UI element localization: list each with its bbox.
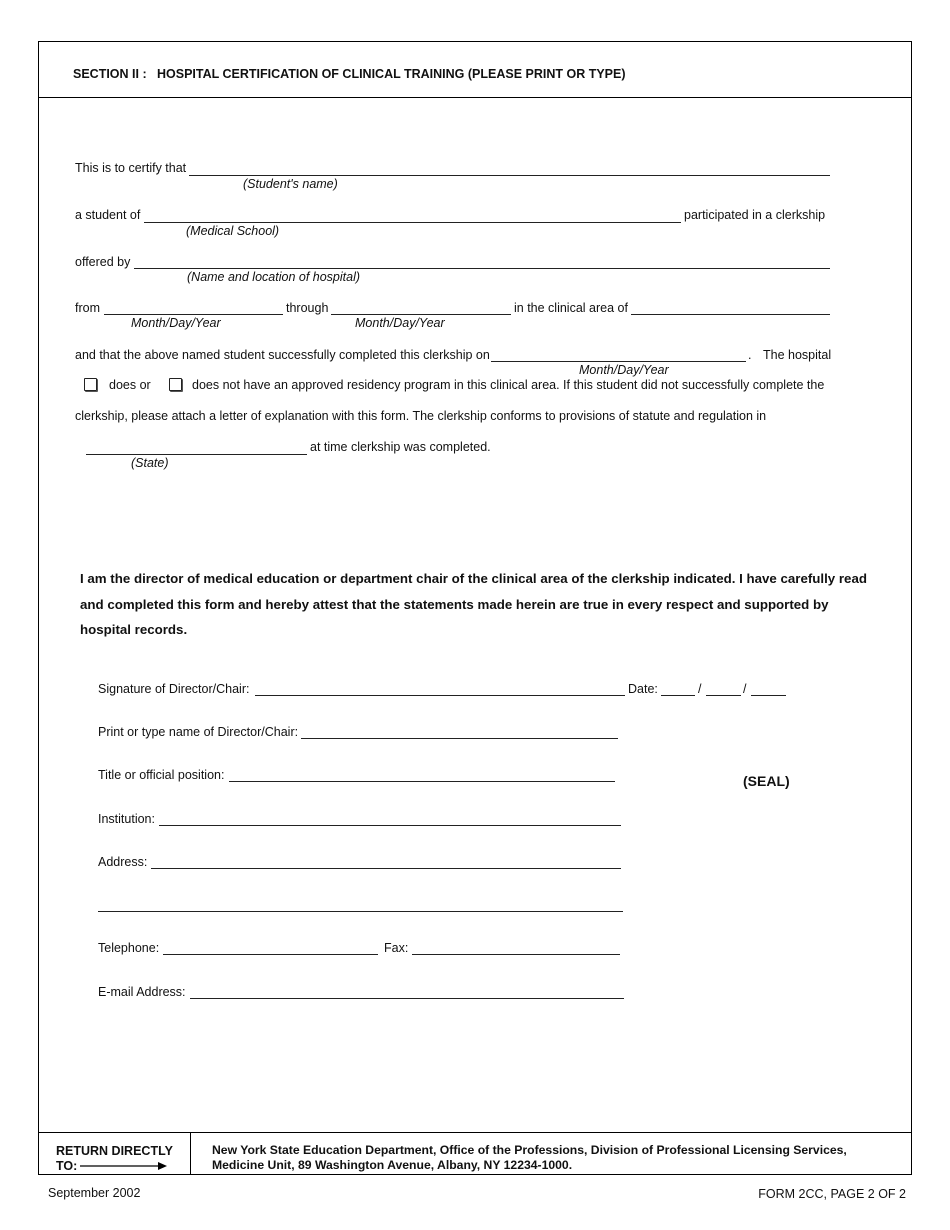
signature-label: Signature of Director/Chair:: [98, 682, 250, 696]
does-checkbox[interactable]: [84, 378, 97, 391]
does-or-text: does or: [109, 378, 151, 392]
student-of-text: a student of: [75, 208, 141, 222]
from-date-caption: Month/Day/Year: [131, 316, 221, 330]
telephone-label: Telephone:: [98, 941, 160, 955]
through-date-caption: Month/Day/Year: [355, 316, 445, 330]
student-name-caption: (Student's name): [243, 177, 338, 191]
right-arrow-icon: [80, 1161, 168, 1171]
return-to-label: TO:: [56, 1159, 78, 1173]
through-text: through: [286, 301, 329, 315]
title-field[interactable]: [229, 781, 615, 782]
date-day-field[interactable]: [706, 695, 741, 696]
footer-divider: [38, 1132, 912, 1133]
form-id: FORM 2CC, PAGE 2 OF 2: [758, 1187, 906, 1201]
seal-label: (SEAL): [743, 773, 790, 789]
does-not-checkbox[interactable]: [169, 378, 182, 391]
does-not-text: does not have an approved residency program in this clinical area. If this student did not successfully complete the: [192, 378, 825, 392]
email-label: E-mail Address:: [98, 985, 186, 999]
address-label: Address:: [98, 855, 148, 869]
clinical-area-text: in the clinical area of: [514, 301, 628, 315]
the-hospital-text: The hospital: [763, 348, 832, 362]
student-name-field[interactable]: [189, 175, 830, 176]
time-completed-text: at time clerkship was completed.: [310, 440, 491, 454]
attestation-statement: I am the director of medical education or department chair of the clinical area of the clerkship indicated. I have carefully read and completed this form and hereby attest that the statements made herein are true in every respect and supported by hospital records.: [80, 571, 867, 637]
header-divider: [38, 97, 912, 98]
print-name-field[interactable]: [301, 738, 618, 739]
fax-label: Fax:: [384, 941, 409, 955]
state-field[interactable]: [86, 454, 307, 455]
date-label: Date:: [628, 682, 658, 696]
section-label: SECTION II :: [73, 67, 147, 81]
letter-text: clerkship, please attach a letter of explanation with this form. The clerkship conforms to provisions of statute and regulation in: [75, 409, 767, 423]
certify-text: This is to certify that: [75, 161, 187, 175]
period: .: [748, 348, 752, 362]
print-name-label: Print or type name of Director/Chair:: [98, 725, 299, 739]
completion-date-field[interactable]: [491, 361, 746, 362]
title-label: Title or official position:: [98, 768, 225, 782]
hospital-caption: (Name and location of hospital): [187, 270, 361, 284]
offered-by-text: offered by: [75, 255, 131, 269]
section-title: HOSPITAL CERTIFICATION OF CLINICAL TRAINING (PLEASE PRINT OR TYPE): [157, 67, 626, 81]
date-month-field[interactable]: [661, 695, 695, 696]
from-date-field[interactable]: [104, 314, 283, 315]
date-separator-1: /: [698, 682, 702, 696]
return-address-line2: Medicine Unit, 89 Washington Avenue, Albany, NY 12234-1000.: [212, 1158, 573, 1172]
return-address-line1: New York State Education Department, Office of the Professions, Division of Professional Licensing Services,: [212, 1143, 847, 1157]
medical-school-caption: (Medical School): [186, 224, 280, 238]
from-text: from: [75, 301, 100, 315]
signature-field[interactable]: [255, 695, 625, 696]
footer-column-divider: [190, 1132, 191, 1175]
address-field-line2[interactable]: [98, 911, 623, 912]
telephone-field[interactable]: [163, 954, 378, 955]
fax-field[interactable]: [412, 954, 620, 955]
return-directly-label: RETURN DIRECTLY: [56, 1144, 173, 1158]
completion-date-caption: Month/Day/Year: [579, 363, 669, 377]
address-field-line1[interactable]: [151, 868, 621, 869]
completed-text: and that the above named student successfully completed this clerkship on: [75, 348, 490, 362]
medical-school-field[interactable]: [144, 222, 681, 223]
state-caption: (State): [131, 456, 169, 470]
clinical-area-field[interactable]: [631, 314, 830, 315]
form-date: September 2002: [48, 1186, 141, 1200]
hospital-field[interactable]: [134, 268, 830, 269]
email-field[interactable]: [190, 998, 624, 999]
institution-label: Institution:: [98, 812, 155, 826]
participated-text: participated in a clerkship: [684, 208, 826, 222]
date-year-field[interactable]: [751, 695, 786, 696]
institution-field[interactable]: [159, 825, 621, 826]
date-separator-2: /: [743, 682, 747, 696]
through-date-field[interactable]: [331, 314, 511, 315]
